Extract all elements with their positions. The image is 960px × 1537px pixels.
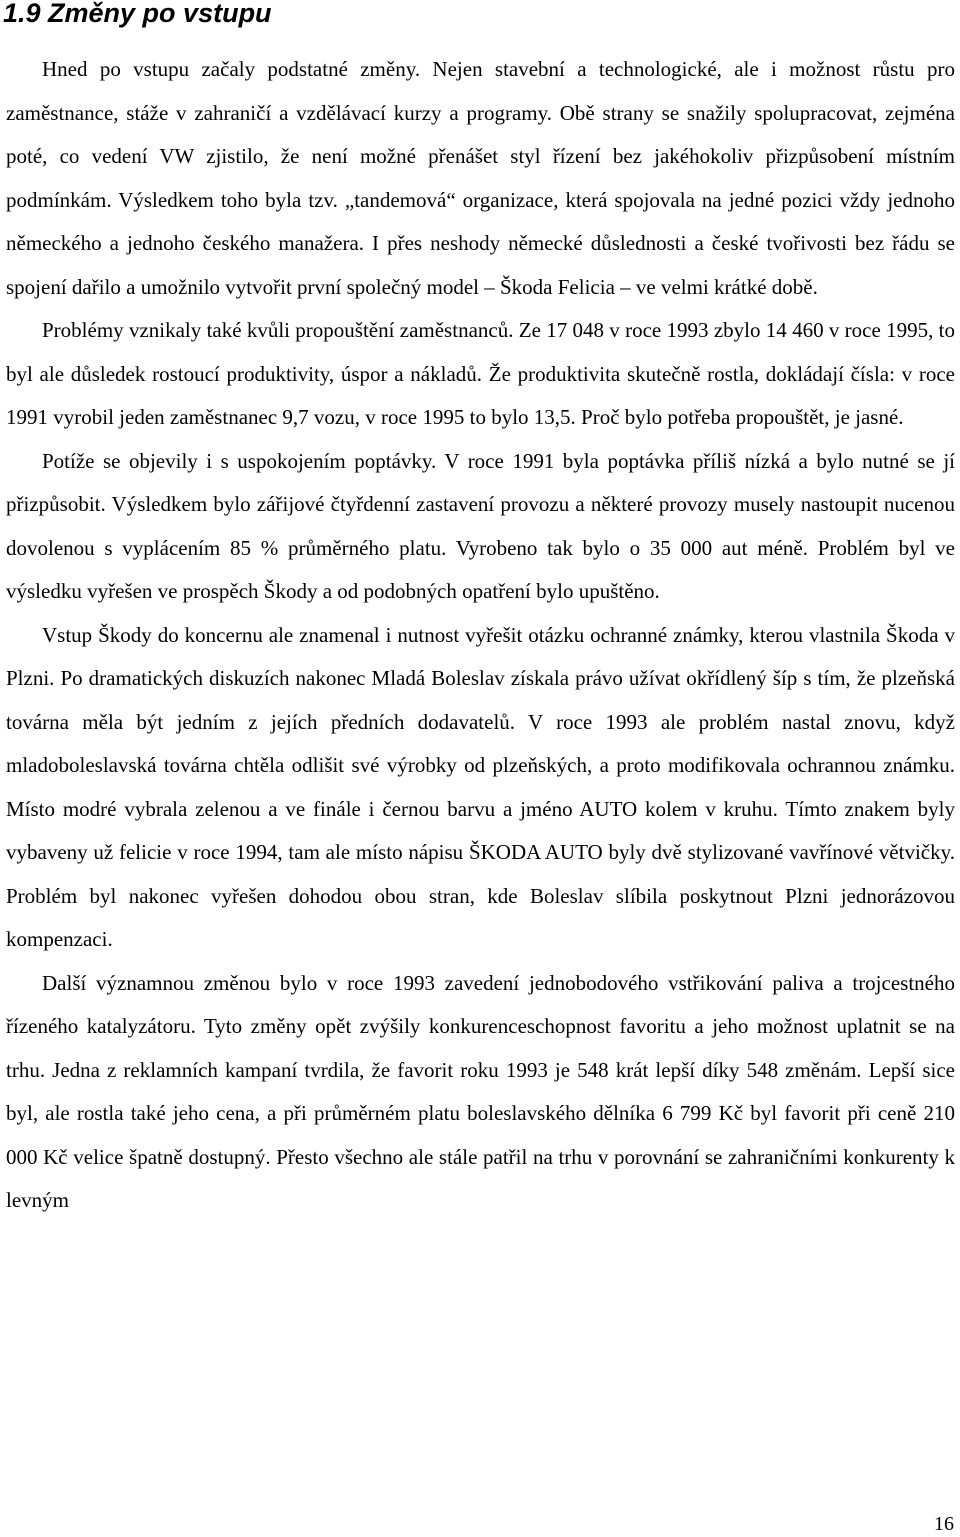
paragraph-demand: Potíže se objevily i s uspokojením poptávky. V roce 1991 byla poptávka příliš nízká a bylo nutné se jí přizpůsobit. Výsledkem bylo zářijové čtyřdenní zastavení provozu a některé provozy musely nastoupit nucenou dovolenou s vyplácením 85 % průměrného platu. Vyrobeno tak bylo o 35 000 aut méně. Problém byl ve výsledku vyřešen ve prospěch Škody a od podobných opatření bylo upuštěno. <box>6 448 955 603</box>
paragraph-joint-venture-changes: Hned po vstupu začaly podstatné změny. Nejen stavební a technologické, ale i možnost růstu pro zaměstnance, stáže v zahraničí a vzdělávací kurzy a programy. Obě strany se snažily spolupracovat, zejména poté, co vedení VW zjistilo, že není možné přenášet styl řízení bez jakéhokoliv přizpůsobení místním podmínkám. Výsledkem toho byla tzv. „tandemová“ organizace, která spojovala na jedné pozici vždy jednoho německého a jednoho českého manažera. I přes neshody německé důslednosti a české tvořivosti bez řádu se spojení dařilo a umožnilo vytvořit první společný model – Škoda Felicia – ve velmi krátké době. <box>6 57 955 299</box>
paragraph-layoffs: Problémy vznikaly také kvůli propouštění zaměstnanců. Ze 17 048 v roce 1993 zbylo 14 460 v roce 1995, to byl ale důsledek rostoucí produktivity, úspor a nákladů. Že produktivita skutečně rostla, dokládají čísla: v roce 1991 vyrobil jeden zaměstnanec 9,7 vozu, v roce 1995 to bylo 13,5. Proč bylo potřeba propouštět, je jasné. <box>6 318 955 429</box>
body-text <box>6 48 955 1223</box>
paragraph-injection-catalyst: Další významnou změnou bylo v roce 1993 zavedení jednobodového vstřikování paliva a trojcestného řízeného katalyzátoru. Tyto změny opět zvýšily konkurenceschopnost favoritu a jeho možnost uplatnit se na trhu. Jedna z reklamních kampaní tvrdila, že favorit roku 1993 je 548 krát lepší díky 548 změnám. Lepší sice byl, ale rostla také jeho cena, a při průměrném platu boleslavského dělníka 6 799 Kč byl favorit při ceně 210 000 Kč velice špatně dostupný. Přesto všechno ale stále patřil na trhu v porovnání se zahraničními konkurenty k levným <box>6 970 955 1212</box>
page-number: 16 <box>934 1513 954 1535</box>
paragraph-trademark: Vstup Škody do koncernu ale znamenal i nutnost vyřešit otázku ochranné známky, kterou vlastnila Škoda v Plzni. Po dramatických diskuzích nakonec Mladá Boleslav získala právo užívat okřídlený šíp s tím, že plzeňská továrna měla být jedním z jejích předních dodavatelů. V roce 1993 ale problém nastal znovu, když mladoboleslavská továrna chtěla odlišit své výrobky od plzeňských, a proto modifikovala ochrannou známku. Místo modré vybrala zelenou a ve finále i černou barvu a jméno AUTO kolem v kruhu. Tímto znakem byly vybaveny už felicie v roce 1994, tam ale místo nápisu ŠKODA AUTO byly dvě stylizované vavřínové větvičky. Problém byl nakonec vyřešen dohodou obou stran, kde Boleslav slíbila poskytnout Plzni jednorázovou kompenzaci. <box>6 622 955 951</box>
section-heading: 1.9 Změny po vstupu <box>3 0 272 28</box>
